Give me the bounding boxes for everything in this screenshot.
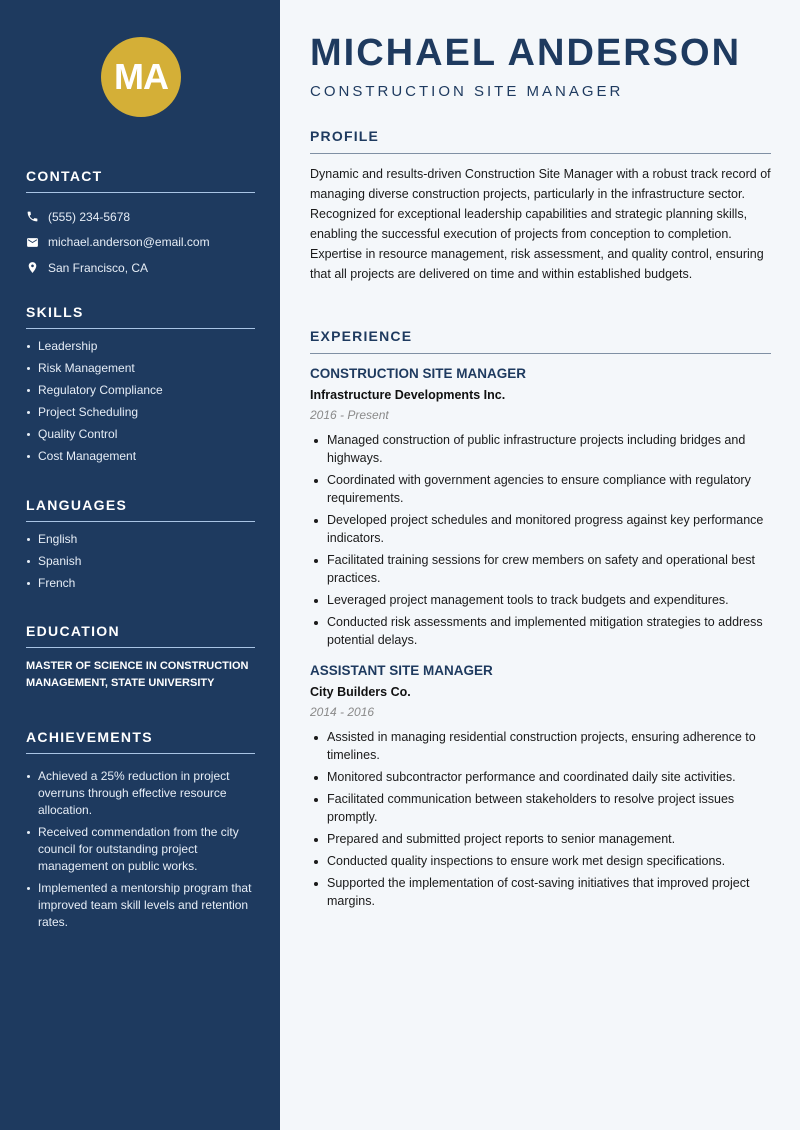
achievements-section <box>26 729 255 936</box>
location-pin-icon <box>26 261 39 274</box>
job-bullets <box>310 728 771 910</box>
skill-item: Regulatory Compliance <box>26 382 255 399</box>
profile-text: Dynamic and results-driven Construction Site Manager with a robust track record of managing diverse construction projects, particularly in the infrastructure sector. Recognized for exceptional leadership capabilities and strategic planning skills, enabling the successful execution of projects from conception to completion. Expertise in resource management, risk assessment, and quality control, ensuring that all projects are delivered on time and within established budgets. <box>310 167 771 281</box>
job-bullet: Facilitated communication between stakeholders to resolve project issues promptly. <box>310 790 771 826</box>
profile-section <box>310 128 771 284</box>
education-heading: EDUCATION <box>26 623 255 648</box>
job-bullet: Facilitated training sessions for crew members on safety and operational best practices. <box>310 551 771 587</box>
job-entry <box>310 663 771 910</box>
skill-item: Quality Control <box>26 426 255 443</box>
contact-section <box>26 168 255 281</box>
profile-heading: PROFILE <box>310 128 771 154</box>
achievement-item: Achieved a 25% reduction in project overruns through effective resource allocation. <box>26 768 255 819</box>
language-item: English <box>26 531 255 548</box>
achievements-heading: ACHIEVEMENTS <box>26 729 255 754</box>
candidate-title: CONSTRUCTION SITE MANAGER <box>310 83 624 100</box>
skill-item: Risk Management <box>26 360 255 377</box>
languages-section <box>26 497 255 597</box>
achievements-list <box>26 768 255 931</box>
language-item: Spanish <box>26 553 255 570</box>
language-item: French <box>26 575 255 592</box>
skill-item: Project Scheduling <box>26 404 255 421</box>
email-text[interactable]: michael.anderson@email.com <box>48 235 210 250</box>
languages-heading: LANGUAGES <box>26 497 255 522</box>
achievement-item: Implemented a mentorship program that improved team skill levels and retention rates. <box>26 880 255 931</box>
contact-list <box>26 204 255 281</box>
achievement-item: Received commendation from the city council for outstanding project management on public works. <box>26 824 255 875</box>
job-bullet: Conducted risk assessments and implemented mitigation strategies to address potential delays. <box>310 613 771 649</box>
job-role: ASSISTANT SITE MANAGER <box>310 663 493 678</box>
avatar-initials: MA <box>114 56 168 97</box>
education-section <box>26 623 255 692</box>
job-bullet: Managed construction of public infrastructure projects including bridges and highways. <box>310 431 771 467</box>
job-bullet: Developed project schedules and monitored progress against key performance indicators. <box>310 511 771 547</box>
job-bullet: Supported the implementation of cost-saving initiatives that improved project margins. <box>310 874 771 910</box>
job-bullets <box>310 431 771 649</box>
languages-list <box>26 531 255 592</box>
job-dates: 2014 - 2016 <box>310 705 375 719</box>
phone-icon <box>26 210 39 223</box>
experience-section <box>310 328 771 914</box>
job-bullet: Leveraged project management tools to track budgets and expenditures. <box>310 591 771 609</box>
job-entry <box>310 366 771 649</box>
education-degree: MASTER OF SCIENCE IN CONSTRUCTION MANAGEMENT, STATE UNIVERSITY <box>26 660 249 689</box>
job-bullet: Coordinated with government agencies to ensure compliance with regulatory requirements. <box>310 471 771 507</box>
job-company: Infrastructure Developments Inc. <box>310 388 506 402</box>
contact-location <box>26 255 255 281</box>
phone-text: (555) 234-5678 <box>48 209 131 224</box>
skills-list <box>26 338 255 465</box>
contact-heading: CONTACT <box>26 168 255 193</box>
job-role: CONSTRUCTION SITE MANAGER <box>310 366 526 381</box>
job-dates: 2016 - Present <box>310 408 389 422</box>
job-bullet: Prepared and submitted project reports to senior management. <box>310 830 771 848</box>
candidate-name: MICHAEL ANDERSON <box>310 32 742 74</box>
skill-item: Leadership <box>26 338 255 355</box>
sidebar <box>0 0 280 1130</box>
email-icon <box>26 236 39 249</box>
job-company: City Builders Co. <box>310 685 411 699</box>
job-bullet: Monitored subcontractor performance and coordinated daily site activities. <box>310 768 771 786</box>
avatar <box>101 37 181 117</box>
location-text: San Francisco, CA <box>48 260 149 275</box>
job-bullet: Conducted quality inspections to ensure work met design specifications. <box>310 852 771 870</box>
contact-phone <box>26 204 255 230</box>
skills-section <box>26 304 255 470</box>
experience-heading: EXPERIENCE <box>310 328 771 354</box>
skill-item: Cost Management <box>26 448 255 465</box>
job-bullet: Assisted in managing residential construction projects, ensuring adherence to timelines. <box>310 728 771 764</box>
contact-email <box>26 230 255 256</box>
skills-heading: SKILLS <box>26 304 255 329</box>
